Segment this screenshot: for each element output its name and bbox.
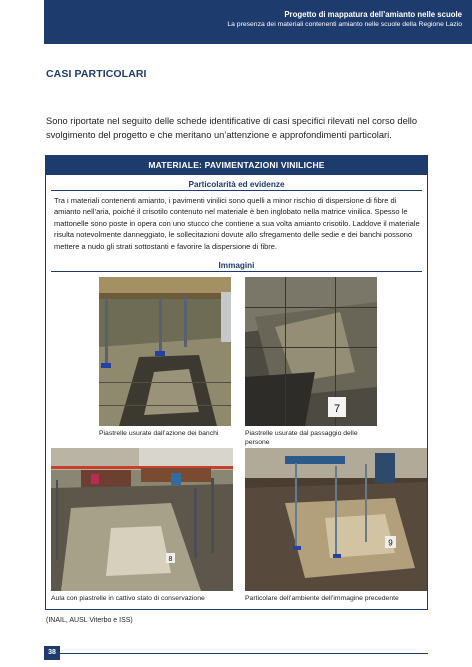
photo-caption: Aula con piastrelle in cattivo stato di conservazione bbox=[51, 595, 205, 602]
photo-worn-tiles-desks bbox=[99, 277, 231, 426]
material-card bbox=[45, 155, 428, 610]
photo-marker: 9 bbox=[388, 538, 393, 548]
photo-marker: 8 bbox=[168, 556, 173, 563]
photo-caption: Piastrelle usurate dal passaggio delle persone bbox=[245, 430, 358, 446]
section-title: CASI PARTICOLARI bbox=[46, 68, 147, 80]
photo-classroom-detail bbox=[245, 448, 427, 591]
evidence-heading: Particolarità ed evidenze bbox=[51, 179, 422, 191]
page-number: 38 bbox=[44, 646, 60, 660]
photo-worn-tiles-foot-traffic bbox=[245, 277, 377, 426]
page-header bbox=[44, 0, 472, 44]
header-title: Progetto di mappatura dell’amianto nelle scuole bbox=[284, 10, 462, 19]
evidence-text: Tra i materiali contenenti amianto, i pavimenti vinilici sono quelli a minor rischio di dispersione di fibre di amianto nell’aria, poiché il crisotilo contenuto nel materiale è ben inglobato nella matrice vinilica. Spesso le mattonelle sono poste in opera con uno stucco che contiene a sua volta amianto crisotilo. Laddove il materiale risulta notevolmente danneggiato, le sollecitazioni dovute allo sfregamento delle sedie e dei banchi possono mettere a nudo gli strati sottostanti e favorire la dispersione di fibre. bbox=[54, 196, 420, 251]
images-heading: Immagini bbox=[51, 260, 422, 272]
card-title: MATERIALE: PAVIMENTAZIONI VINILICHE bbox=[46, 156, 427, 175]
photo-caption: Piastrelle usurate dall’azione dei banchi bbox=[99, 430, 219, 437]
photo-marker: 7 bbox=[333, 403, 341, 415]
footer-rule bbox=[60, 653, 428, 654]
intro-paragraph: Sono riportate nel seguito delle schede identificative di casi specifici rilevati nel corso dello svolgimento del progetto e che meritano un’attenzione e approfondimenti particolari. bbox=[46, 116, 418, 140]
photo-classroom-damaged-tiles bbox=[51, 448, 233, 591]
source-note: (INAIL, AUSL Viterbo e ISS) bbox=[46, 617, 133, 624]
header-subtitle: La presenza dei materiali contenenti amianto nelle scuole della Regione Lazio bbox=[227, 21, 462, 28]
photo-caption: Particolare dell’ambiente dell’immagine precedente bbox=[245, 595, 399, 602]
